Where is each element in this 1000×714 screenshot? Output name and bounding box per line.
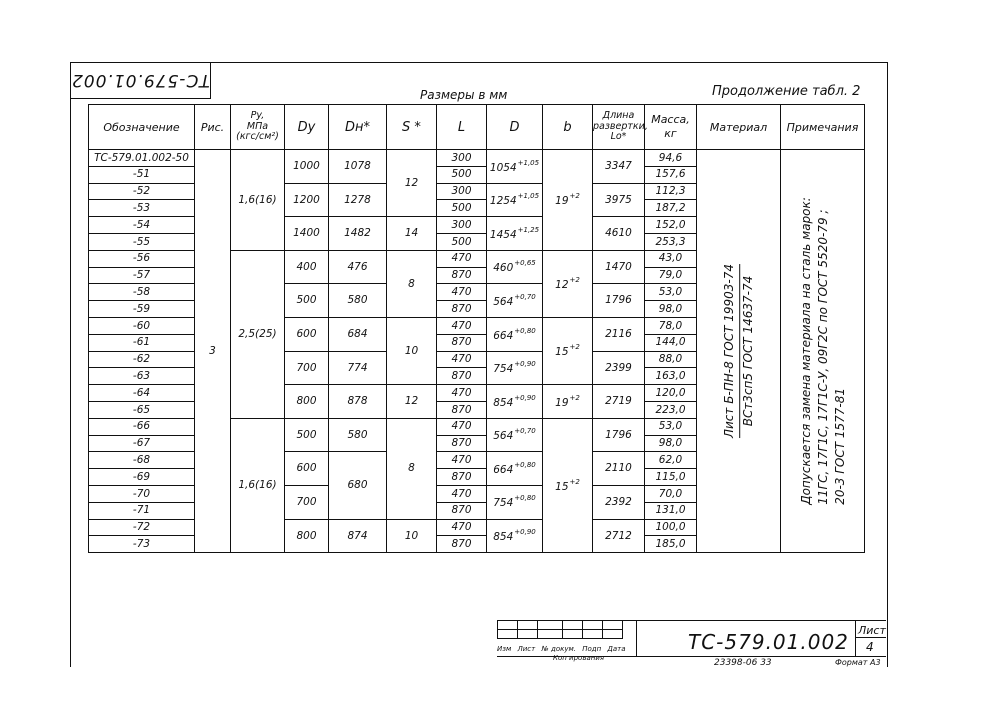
dn-cell: 878 bbox=[329, 385, 387, 419]
col-massa bbox=[645, 105, 697, 150]
b-value: 12 bbox=[555, 279, 569, 292]
py-cell: 1,6(16) bbox=[231, 418, 285, 552]
code-cell: -71 bbox=[89, 502, 195, 519]
l-cell: 470 bbox=[437, 519, 487, 536]
mass-cell: 223,0 bbox=[645, 401, 697, 418]
corner-stamp-text: ТС-579.01.002 bbox=[70, 70, 210, 90]
mass-cell: 88,0 bbox=[645, 351, 697, 368]
dy-cell: 800 bbox=[285, 385, 329, 419]
material-line2: ВСт3сп5 ГОСТ 14637-74 bbox=[740, 275, 755, 427]
s-cell: 10 bbox=[387, 317, 437, 384]
d-value: 1454 bbox=[489, 228, 517, 241]
code-cell: -67 bbox=[89, 435, 195, 452]
d-cell bbox=[487, 385, 543, 419]
b-cell bbox=[543, 150, 593, 251]
dy-cell: 700 bbox=[285, 351, 329, 385]
dy-cell: 500 bbox=[285, 418, 329, 452]
d-value: 564 bbox=[493, 430, 514, 443]
notes-line2: 11ГС, 17Г1С, 17Г1С-У, 09Г2С по ГОСТ 5520-79 ; bbox=[815, 209, 830, 505]
mass-cell: 185,0 bbox=[645, 536, 697, 553]
d-value: 664 bbox=[493, 463, 514, 476]
s-cell: 10 bbox=[387, 519, 437, 553]
col-l: L bbox=[437, 105, 487, 150]
d-cell bbox=[487, 250, 543, 284]
code-cell: -57 bbox=[89, 267, 195, 284]
mass-cell: 53,0 bbox=[645, 284, 697, 301]
s-cell: 12 bbox=[387, 385, 437, 419]
code-cell: -65 bbox=[89, 401, 195, 418]
b-value: 19 bbox=[555, 396, 569, 409]
code-cell: -56 bbox=[89, 250, 195, 267]
dn-cell: 580 bbox=[329, 418, 387, 452]
tb-kop: Коп ирования bbox=[553, 654, 605, 662]
d-cell bbox=[487, 317, 543, 351]
l-cell: 500 bbox=[437, 200, 487, 217]
d-cell bbox=[487, 150, 543, 184]
d-tolerance: +0,70 bbox=[514, 427, 536, 436]
l-cell: 300 bbox=[437, 183, 487, 200]
l-cell: 470 bbox=[437, 284, 487, 301]
mass-cell: 120,0 bbox=[645, 385, 697, 402]
s-cell: 8 bbox=[387, 250, 437, 317]
code-cell: -72 bbox=[89, 519, 195, 536]
col-dlina bbox=[593, 105, 648, 150]
d-tolerance: +0,70 bbox=[514, 292, 536, 301]
d-cell bbox=[487, 183, 543, 217]
mass-cell: 115,0 bbox=[645, 469, 697, 486]
mass-cell: 43,0 bbox=[645, 250, 697, 267]
dn-cell: 684 bbox=[329, 317, 387, 351]
spec-table bbox=[88, 104, 865, 553]
col-ris: Рис. bbox=[195, 105, 231, 150]
d-cell bbox=[487, 217, 543, 251]
mass-cell: 131,0 bbox=[645, 502, 697, 519]
notes-line1: Допускается замена материала на сталь марок: bbox=[798, 197, 813, 505]
dn-cell: 1078 bbox=[329, 150, 387, 184]
col-py bbox=[231, 105, 285, 150]
col-d: D bbox=[487, 105, 543, 150]
s-cell: 14 bbox=[387, 217, 437, 251]
dn-cell: 1482 bbox=[329, 217, 387, 251]
b-value: 15 bbox=[555, 480, 569, 493]
dn-cell: 774 bbox=[329, 351, 387, 385]
tb-list: Лист bbox=[517, 645, 536, 653]
l-cell: 500 bbox=[437, 166, 487, 183]
dy-cell: 1200 bbox=[285, 183, 329, 217]
code-cell: -53 bbox=[89, 200, 195, 217]
lo-cell: 2719 bbox=[593, 385, 645, 419]
col-primechaniya: Примечания bbox=[781, 105, 865, 150]
lo-cell: 1796 bbox=[593, 284, 645, 318]
code-cell: -54 bbox=[89, 217, 195, 234]
code-cell: -62 bbox=[89, 351, 195, 368]
notes-line3: 20-3 ГОСТ 1577-81 bbox=[831, 388, 846, 505]
mass-cell: 98,0 bbox=[645, 301, 697, 318]
titleblock-doc-number: ТС-579.01.002 bbox=[688, 630, 849, 654]
b-tolerance: +2 bbox=[569, 192, 580, 201]
dy-cell: 500 bbox=[285, 284, 329, 318]
l-cell: 870 bbox=[437, 536, 487, 553]
d-tolerance: +0,90 bbox=[514, 393, 536, 402]
code-cell: -70 bbox=[89, 485, 195, 502]
l-cell: 870 bbox=[437, 368, 487, 385]
code-cell: -64 bbox=[89, 385, 195, 402]
code-cell: -60 bbox=[89, 317, 195, 334]
l-cell: 870 bbox=[437, 469, 487, 486]
d-value: 564 bbox=[493, 295, 514, 308]
notes-cell bbox=[781, 150, 865, 553]
lo-cell: 2712 bbox=[593, 519, 645, 553]
b-tolerance: +2 bbox=[569, 393, 580, 402]
tb-data: Дата bbox=[607, 645, 626, 653]
d-cell bbox=[487, 284, 543, 318]
d-tolerance: +0,80 bbox=[514, 326, 536, 335]
inventory-number: 23398-06 33 bbox=[714, 658, 772, 668]
code-cell: -73 bbox=[89, 536, 195, 553]
material-cell bbox=[697, 150, 781, 553]
col-py-line2: MПа bbox=[246, 120, 269, 132]
d-value: 1254 bbox=[489, 195, 517, 208]
col-dlina-line1: Длина bbox=[602, 109, 635, 121]
code-cell: -55 bbox=[89, 233, 195, 250]
table-body bbox=[89, 150, 865, 553]
lo-cell: 1796 bbox=[593, 418, 645, 452]
dy-cell: 400 bbox=[285, 250, 329, 284]
lo-cell: 1470 bbox=[593, 250, 645, 284]
col-s: S * bbox=[387, 105, 437, 150]
l-cell: 870 bbox=[437, 435, 487, 452]
mass-cell: 98,0 bbox=[645, 435, 697, 452]
dy-cell: 1000 bbox=[285, 150, 329, 184]
b-cell bbox=[543, 418, 593, 552]
d-cell bbox=[487, 351, 543, 385]
lo-cell: 2116 bbox=[593, 317, 645, 351]
mass-cell: 79,0 bbox=[645, 267, 697, 284]
lo-cell: 4610 bbox=[593, 217, 645, 251]
py-cell: 1,6(16) bbox=[231, 150, 285, 251]
col-material: Материал bbox=[697, 105, 781, 150]
mass-cell: 112,3 bbox=[645, 183, 697, 200]
code-cell: -66 bbox=[89, 418, 195, 435]
code-cell: -61 bbox=[89, 334, 195, 351]
mass-cell: 157,6 bbox=[645, 166, 697, 183]
d-value: 754 bbox=[493, 497, 514, 510]
corner-stamp bbox=[70, 62, 211, 99]
mass-cell: 100,0 bbox=[645, 519, 697, 536]
l-cell: 870 bbox=[437, 334, 487, 351]
titleblock-bottom-line bbox=[497, 656, 886, 657]
d-cell bbox=[487, 418, 543, 452]
titleblock-labels bbox=[497, 645, 630, 653]
col-dlina-line2: развертки, bbox=[593, 120, 648, 132]
mass-cell: 144,0 bbox=[645, 334, 697, 351]
d-value: 754 bbox=[493, 363, 514, 376]
l-cell: 470 bbox=[437, 250, 487, 267]
dn-cell: 476 bbox=[329, 250, 387, 284]
l-cell: 500 bbox=[437, 233, 487, 250]
d-value: 664 bbox=[493, 329, 514, 342]
mass-cell: 152,0 bbox=[645, 217, 697, 234]
s-cell: 8 bbox=[387, 418, 437, 519]
mass-cell: 62,0 bbox=[645, 452, 697, 469]
lo-cell: 3975 bbox=[593, 183, 645, 217]
units-note: Размеры в мм bbox=[420, 88, 508, 102]
d-tolerance: +0,90 bbox=[514, 360, 536, 369]
d-cell bbox=[487, 485, 543, 519]
dy-cell: 800 bbox=[285, 519, 329, 553]
d-tolerance: +0,90 bbox=[514, 528, 536, 537]
code-cell: -68 bbox=[89, 452, 195, 469]
col-dy: Dy bbox=[285, 105, 329, 150]
b-value: 19 bbox=[555, 195, 569, 208]
col-massa-line2: кг bbox=[664, 127, 677, 140]
l-cell: 870 bbox=[437, 502, 487, 519]
lo-cell: 2110 bbox=[593, 452, 645, 486]
d-value: 1054 bbox=[489, 161, 517, 174]
l-cell: 870 bbox=[437, 401, 487, 418]
dn-cell: 1278 bbox=[329, 183, 387, 217]
d-value: 854 bbox=[493, 396, 514, 409]
l-cell: 300 bbox=[437, 217, 487, 234]
l-cell: 470 bbox=[437, 418, 487, 435]
code-cell: -51 bbox=[89, 166, 195, 183]
l-cell: 470 bbox=[437, 485, 487, 502]
sheet-box-line bbox=[855, 637, 886, 638]
code-cell: -59 bbox=[89, 301, 195, 318]
b-tolerance: +2 bbox=[569, 276, 580, 285]
dn-cell: 580 bbox=[329, 284, 387, 318]
tb-ndokum: № докум. bbox=[541, 645, 576, 653]
lo-cell: 3347 bbox=[593, 150, 645, 184]
mass-cell: 163,0 bbox=[645, 368, 697, 385]
b-cell bbox=[543, 385, 593, 419]
sheet-label: Лист bbox=[858, 624, 886, 637]
d-tolerance: +0,80 bbox=[514, 494, 536, 503]
col-b: b bbox=[543, 105, 593, 150]
b-tolerance: +2 bbox=[569, 477, 580, 486]
d-value: 460 bbox=[493, 262, 514, 275]
d-tolerance: +0,65 bbox=[514, 259, 536, 268]
mass-cell: 53,0 bbox=[645, 418, 697, 435]
format-label: Формат А3 bbox=[835, 658, 881, 667]
tb-izm: Изм bbox=[497, 645, 512, 653]
code-cell: ТС-579.01.002-50 bbox=[89, 150, 195, 167]
material-text bbox=[721, 264, 757, 438]
py-cell: 2,5(25) bbox=[231, 250, 285, 418]
d-tolerance: +1,05 bbox=[517, 192, 540, 201]
b-cell bbox=[543, 317, 593, 384]
l-cell: 870 bbox=[437, 301, 487, 318]
continuation-note: Продолжение табл. 2 bbox=[712, 84, 861, 99]
mass-cell: 78,0 bbox=[645, 317, 697, 334]
col-massa-line1: Масса, bbox=[651, 112, 690, 126]
mass-cell: 253,3 bbox=[645, 233, 697, 250]
l-cell: 300 bbox=[437, 150, 487, 167]
col-oboznachenie: Обозначение bbox=[89, 105, 195, 150]
code-cell: -52 bbox=[89, 183, 195, 200]
dy-cell: 700 bbox=[285, 485, 329, 519]
col-dn: Dн* bbox=[329, 105, 387, 150]
dy-cell: 600 bbox=[285, 317, 329, 351]
b-cell bbox=[543, 250, 593, 317]
l-cell: 470 bbox=[437, 317, 487, 334]
d-cell bbox=[487, 519, 543, 553]
material-line1: Лист Б-ПН-8 ГОСТ 19903-74 bbox=[721, 264, 740, 438]
l-cell: 470 bbox=[437, 351, 487, 368]
d-tolerance: +1,05 bbox=[517, 158, 540, 167]
dy-cell: 1400 bbox=[285, 217, 329, 251]
table-row bbox=[89, 150, 865, 167]
d-tolerance: +0,80 bbox=[514, 460, 536, 469]
d-tolerance: +1,25 bbox=[517, 225, 540, 234]
d-value: 854 bbox=[493, 531, 514, 544]
lo-cell: 2399 bbox=[593, 351, 645, 385]
l-cell: 470 bbox=[437, 385, 487, 402]
code-cell: -58 bbox=[89, 284, 195, 301]
ris-cell: 3 bbox=[195, 150, 231, 553]
dn-cell: 874 bbox=[329, 519, 387, 553]
code-cell: -63 bbox=[89, 368, 195, 385]
titleblock-divider bbox=[636, 620, 637, 656]
header-row bbox=[89, 105, 865, 150]
b-tolerance: +2 bbox=[569, 343, 580, 352]
notes-text bbox=[797, 197, 847, 505]
tb-podp: Подп bbox=[582, 645, 602, 653]
l-cell: 470 bbox=[437, 452, 487, 469]
l-cell: 870 bbox=[437, 267, 487, 284]
col-py-line3: (кгс/см²) bbox=[236, 131, 279, 143]
dy-cell: 600 bbox=[285, 452, 329, 486]
mass-cell: 70,0 bbox=[645, 485, 697, 502]
lo-cell: 2392 bbox=[593, 485, 645, 519]
b-value: 15 bbox=[555, 346, 569, 359]
col-dlina-line3: Lo* bbox=[610, 131, 627, 143]
titleblock-grid bbox=[497, 620, 623, 639]
code-cell: -69 bbox=[89, 469, 195, 486]
s-cell: 12 bbox=[387, 150, 437, 217]
col-py-line1: Py, bbox=[250, 109, 265, 121]
mass-cell: 94,6 bbox=[645, 150, 697, 167]
dn-cell: 680 bbox=[329, 452, 387, 519]
sheet-number: 4 bbox=[866, 640, 874, 654]
mass-cell: 187,2 bbox=[645, 200, 697, 217]
d-cell bbox=[487, 452, 543, 486]
